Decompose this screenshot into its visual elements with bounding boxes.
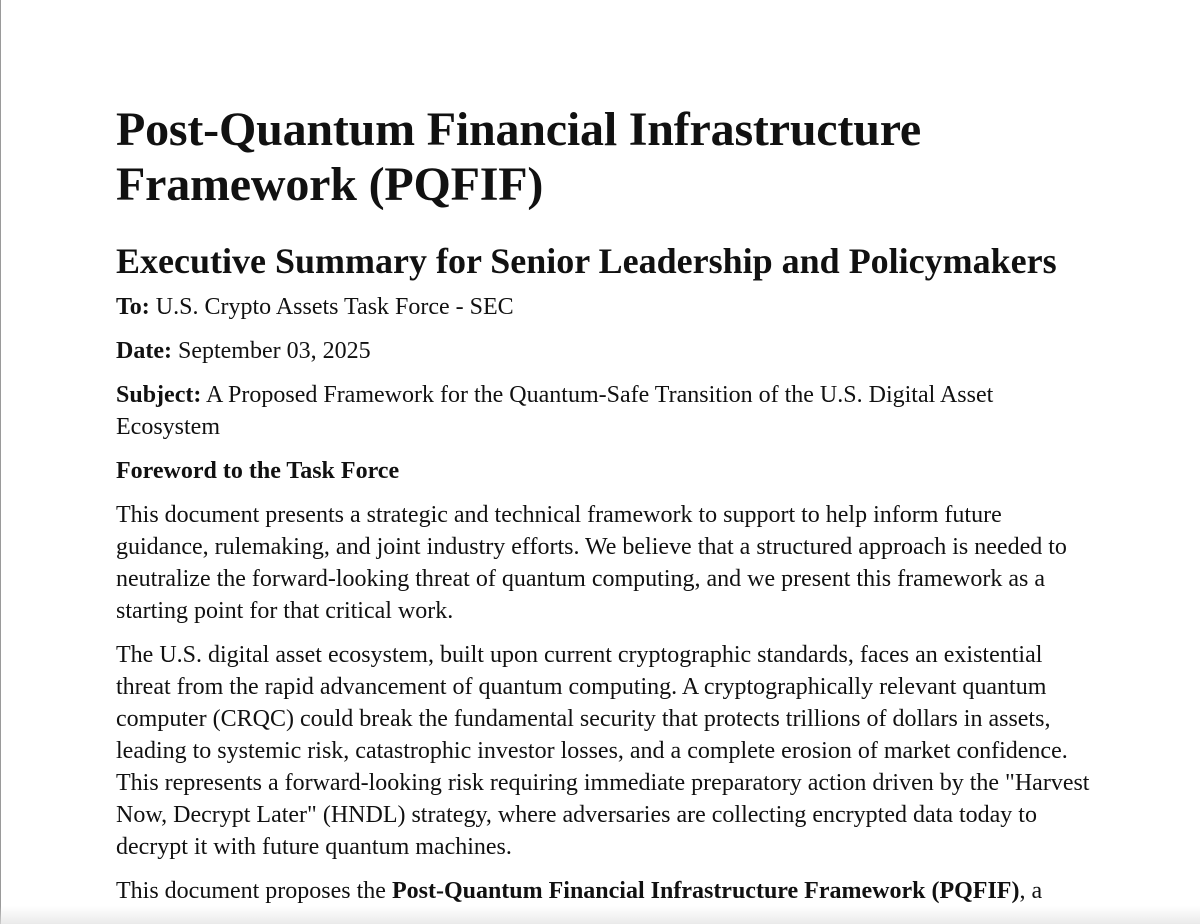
date-line [116,335,1096,367]
document-title: Post-Quantum Financial Infrastructure Framework (PQFIF) [116,103,922,211]
subject-label: Subject: [116,382,202,408]
paragraph-foreword: This document presents a strategic and technical framework to support to help inform future guidance, rulemaking, and joint industry efforts. We believe that a structured approach is needed to neutralize the forward-looking threat of quantum computing, and we present this framework as a starting point for that critical work. [116,502,1067,624]
proposal-tail: , a [1019,878,1043,904]
foreword-heading: Foreword to the Task Force [116,458,400,484]
proposal-lead: This document proposes the [116,878,392,904]
page-left-border [0,0,1,924]
bottom-shadow [0,906,1200,924]
to-value: U.S. Crypto Assets Task Force - SEC [149,294,514,320]
proposal-framework-name: Post-Quantum Financial Infrastructure Framework (PQFIF) [391,878,1020,904]
subject-line [116,379,1096,443]
document-subtitle: Executive Summary for Senior Leadership and Policymakers [116,241,1057,281]
subject-value: A Proposed Framework for the Quantum-Safe Transition of the U.S. Digital Asset Ecosystem [116,382,994,440]
to-line [116,291,1096,323]
paragraph-threat: The U.S. digital asset ecosystem, built upon current cryptographic standards, faces an existential threat from the rapid advancement of quantum computing. A cryptographically relevant quantum computer (CRQC) could break the fundamental security that protects trillions of dollars in assets, leading to systemic risk, catastrophic investor losses, and a complete erosion of market confidence. This represents a forward-looking risk requiring immediate preparatory action driven by the "Harvest Now, Decrypt Later" (HNDL) strategy, where adversaries are collecting encrypted data today to decrypt it with future quantum machines. [116,642,1090,860]
date-label: Date: [116,338,172,364]
to-label: To: [116,294,150,320]
paragraph-proposal [116,875,1096,907]
date-value: September 03, 2025 [171,338,371,364]
document-page [116,102,1096,907]
